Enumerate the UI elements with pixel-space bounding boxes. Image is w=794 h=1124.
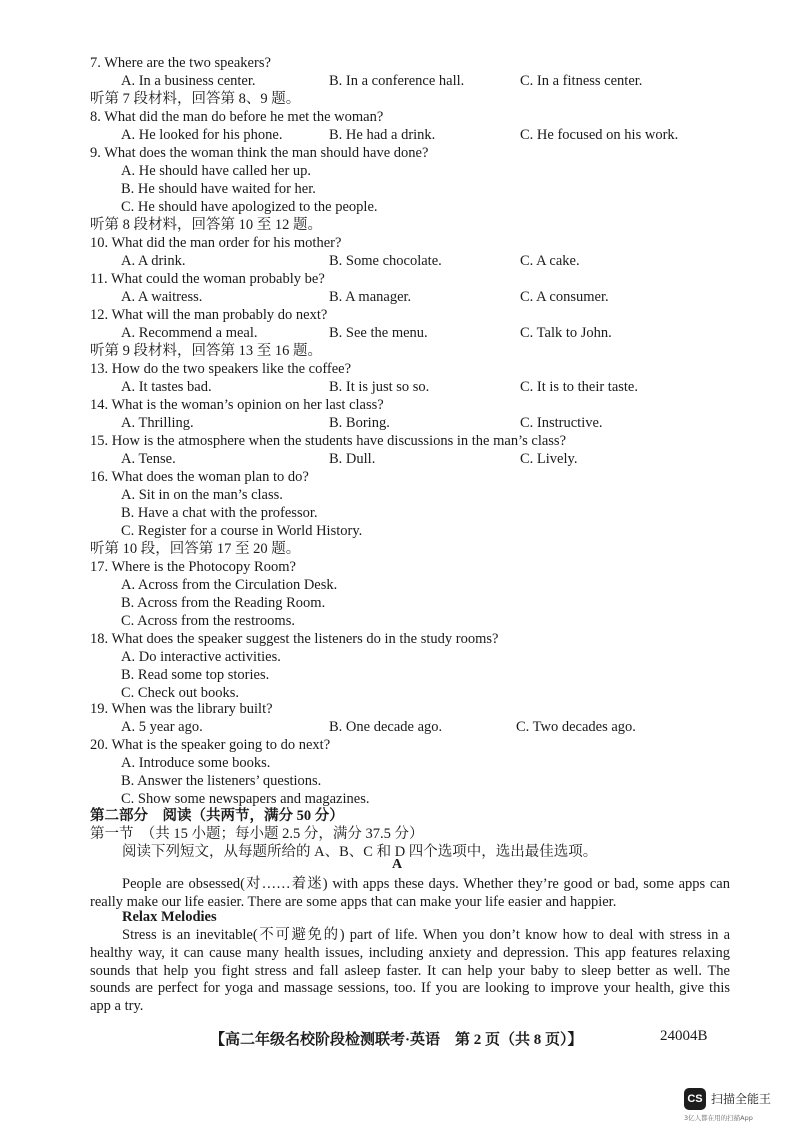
option-a: A. It tastes bad.: [121, 379, 212, 395]
section-one-heading: 第一节 （共 15 小题；每小题 2.5 分，满分 37.5 分）: [90, 826, 424, 842]
question-15-stem: 15. How is the atmosphere when the students have discussions in the man’s class?: [90, 433, 567, 449]
option-a: A. Recommend a meal.: [121, 325, 258, 341]
option-a: A. Thrilling.: [121, 415, 194, 431]
option-c: C. Talk to John.: [520, 325, 612, 341]
option-b: B. See the menu.: [329, 325, 428, 341]
option-b: B. He should have waited for her.: [121, 181, 316, 197]
option-c: C. A consumer.: [520, 289, 609, 305]
part-two-heading: 第二部分 阅读（共两节，满分 50 分）: [90, 808, 344, 824]
scanner-name: 扫描全能王: [711, 1092, 772, 1106]
option-c: C. In a fitness center.: [520, 73, 643, 89]
option-c: C. Two decades ago.: [516, 719, 636, 735]
option-b: B. Boring.: [329, 415, 390, 431]
page-footer: 【高二年级名校阶段检测联考·英语 第 2 页（共 8 页）】: [210, 1032, 583, 1048]
option-a: A. A waitress.: [121, 289, 203, 305]
option-c: C. He should have apologized to the people.: [121, 199, 378, 215]
question-16-stem: 16. What does the woman plan to do?: [90, 469, 309, 485]
scanner-logo-icon: CS: [684, 1088, 706, 1110]
option-a: A. He looked for his phone.: [121, 127, 283, 143]
option-a: A. Across from the Circulation Desk.: [121, 577, 338, 593]
option-b: B. One decade ago.: [329, 719, 443, 735]
option-a: A. Introduce some books.: [121, 755, 271, 771]
exam-code: 24004B: [660, 1028, 708, 1044]
option-b: B. Read some top stories.: [121, 667, 270, 683]
option-a: A. 5 year ago.: [121, 719, 203, 735]
option-c: C. Register for a course in World History.: [121, 523, 363, 539]
option-c: C. Lively.: [520, 451, 578, 467]
app-paragraph: Stress is an inevitable(不可避免的) part of life. When you don’t know how to deal with stress in a healthy way, it can cause many health issues, including anxiety and depression. This app features relaxing sounds that help you fight stress and fall asleep faster. It can help your baby to sleep better as well. The sounds are perfect for yoga and massage sessions, too. If you are looking to improve your health, give this app a try.: [90, 927, 730, 1015]
section-instruction-10: 听第 10 段，回答第 17 至 20 题。: [90, 541, 301, 557]
question-19-stem: 19. When was the library built?: [90, 701, 273, 717]
question-20-stem: 20. What is the speaker going to do next?: [90, 737, 331, 753]
reading-instruction: 阅读下列短文，从每题所给的 A、B、C 和 D 四个选项中，选出最佳选项。: [122, 844, 598, 860]
option-c: C. Instructive.: [520, 415, 603, 431]
option-c: C. Across from the restrooms.: [121, 613, 295, 629]
option-c: C. He focused on his work.: [520, 127, 679, 143]
option-b: B. A manager.: [329, 289, 412, 305]
question-18-stem: 18. What does the speaker suggest the listeners do in the study rooms?: [90, 631, 499, 647]
section-instruction-9: 听第 9 段材料，回答第 13 至 16 题。: [90, 343, 322, 359]
question-7-stem: 7. Where are the two speakers?: [90, 55, 271, 71]
option-a: A. In a business center.: [121, 73, 256, 89]
option-b: B. It is just so so.: [329, 379, 430, 395]
question-11-stem: 11. What could the woman probably be?: [90, 271, 325, 287]
question-14-stem: 14. What is the woman’s opinion on her last class?: [90, 397, 384, 413]
option-b: B. Some chocolate.: [329, 253, 442, 269]
section-instruction-8: 听第 8 段材料，回答第 10 至 12 题。: [90, 217, 322, 233]
question-13-stem: 13. How do the two speakers like the coffee?: [90, 361, 352, 377]
option-b: B. He had a drink.: [329, 127, 436, 143]
app-title: Relax Melodies: [122, 909, 217, 925]
option-b: B. Answer the listeners’ questions.: [121, 773, 322, 789]
question-12-stem: 12. What will the man probably do next?: [90, 307, 328, 323]
option-a: A. Sit in on the man’s class.: [121, 487, 283, 503]
passage-label: A: [391, 857, 403, 872]
option-a: A. Do interactive activities.: [121, 649, 281, 665]
option-a: A. A drink.: [121, 253, 186, 269]
scanner-tagline: 3亿人都在用的扫描App: [684, 1114, 753, 1122]
option-c: C. Check out books.: [121, 685, 240, 701]
option-b: B. In a conference hall.: [329, 73, 465, 89]
section-instruction-7: 听第 7 段材料，回答第 8、9 题。: [90, 91, 301, 107]
option-a: A. Tense.: [121, 451, 176, 467]
option-c: C. Show some newspapers and magazines.: [121, 791, 370, 807]
question-10-stem: 10. What did the man order for his mother?: [90, 235, 342, 251]
option-a: A. He should have called her up.: [121, 163, 312, 179]
question-8-stem: 8. What did the man do before he met the woman?: [90, 109, 384, 125]
intro-paragraph: People are obsessed(对……着迷) with apps these days. Whether they’re good or bad, some apps can really make our life easier. There are some apps that can make your life easier and happier.: [90, 876, 730, 910]
option-b: B. Dull.: [329, 451, 376, 467]
option-c: C. A cake.: [520, 253, 580, 269]
option-b: B. Across from the Reading Room.: [121, 595, 326, 611]
scanner-watermark: [684, 1088, 794, 1124]
question-9-stem: 9. What does the woman think the man should have done?: [90, 145, 429, 161]
question-17-stem: 17. Where is the Photocopy Room?: [90, 559, 296, 575]
option-b: B. Have a chat with the professor.: [121, 505, 318, 521]
option-c: C. It is to their taste.: [520, 379, 638, 395]
